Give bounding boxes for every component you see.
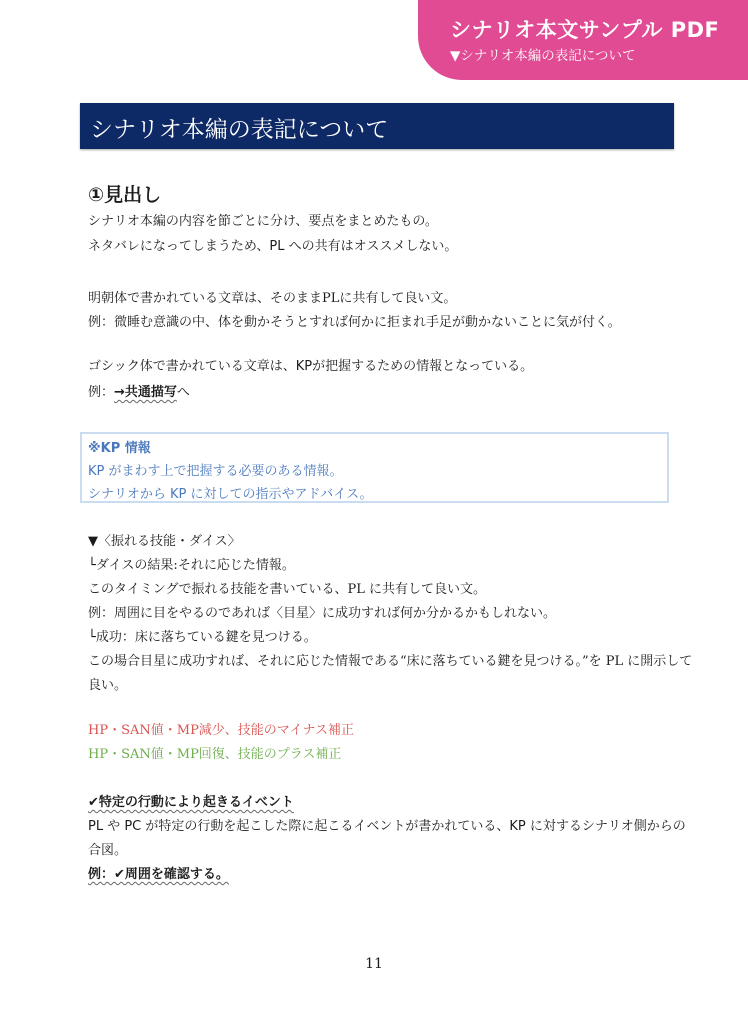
event-line1: PL や PC が特定の行動を起こした際に起こるイベントが書かれている、KP に対するシナリオ側からの [88, 819, 686, 834]
banner-subtitle: ▼シナリオ本編の表記について [450, 48, 636, 64]
skill-heading: ▼〈振れる技能・ダイス〉 [88, 534, 241, 549]
event-example: 例：✔周囲を確認する。 [88, 867, 229, 882]
kp-info-line2: シナリオから KP に対しての指示やアドバイス。 [88, 487, 373, 502]
decrease-line: HP・SAN値・MP減少、技能のマイナス補正 [88, 723, 355, 738]
kp-info-title: ※KP 情報 [88, 441, 151, 456]
recover-line: HP・SAN値・MP回復、技能のプラス補正 [88, 747, 342, 762]
event-line2: 合図。 [88, 843, 128, 858]
para1-line1: シナリオ本編の内容を節ごとに分け、要点をまとめたもの。 [88, 214, 438, 229]
banner-title: シナリオ本文サンプル PDF [450, 18, 720, 42]
page-number: 11 [365, 956, 383, 972]
para1-line2: ネタバレになってしまうため、PL への共有はオススメしない。 [88, 239, 458, 254]
header-banner [418, 0, 748, 80]
para3-line1: ゴシック体で書かれている文章は、KPが把握するための情報となっている。 [88, 359, 534, 374]
common-description-link[interactable]: →共通描写 [114, 385, 177, 400]
para3-prefix: 例： [88, 385, 115, 400]
skill-dice-result: └ダイスの結果:それに応じた情報。 [88, 558, 295, 573]
para2-line1: 明朝体で書かれている文章は、そのままPLに共有して良い文。 [88, 291, 457, 306]
para2-line2: 例：微睡む意識の中、体を動かそうとすれば何かに拒まれ手足が動かないことに気が付く。 [88, 315, 621, 330]
heading-midashi: ①見出し [88, 184, 162, 206]
para3-line2 [88, 384, 190, 402]
section-title-bar [80, 103, 674, 149]
skill-line6: この場合目星に成功すれば、それに応じた情報である“床に落ちている鍵を見つける。”を PL に開示して [88, 654, 693, 669]
skill-line3: このタイミングで振れる技能を書いている、PL に共有して良い文。 [88, 582, 486, 597]
para3-suffix: へ [176, 385, 190, 400]
section-title: シナリオ本編の表記について [90, 117, 389, 143]
event-heading: ✔特定の行動により起きるイベント [88, 795, 294, 810]
kp-info-box [80, 432, 669, 503]
skill-example: 例：周囲に目をやるのであれば〈目星〉に成功すれば何か分かるかもしれない。 [88, 606, 557, 621]
kp-info-line1: KP がまわす上で把握する必要のある情報。 [88, 464, 343, 479]
skill-success: └成功：床に落ちている鍵を見つける。 [88, 630, 317, 645]
skill-line7: 良い。 [88, 678, 128, 693]
